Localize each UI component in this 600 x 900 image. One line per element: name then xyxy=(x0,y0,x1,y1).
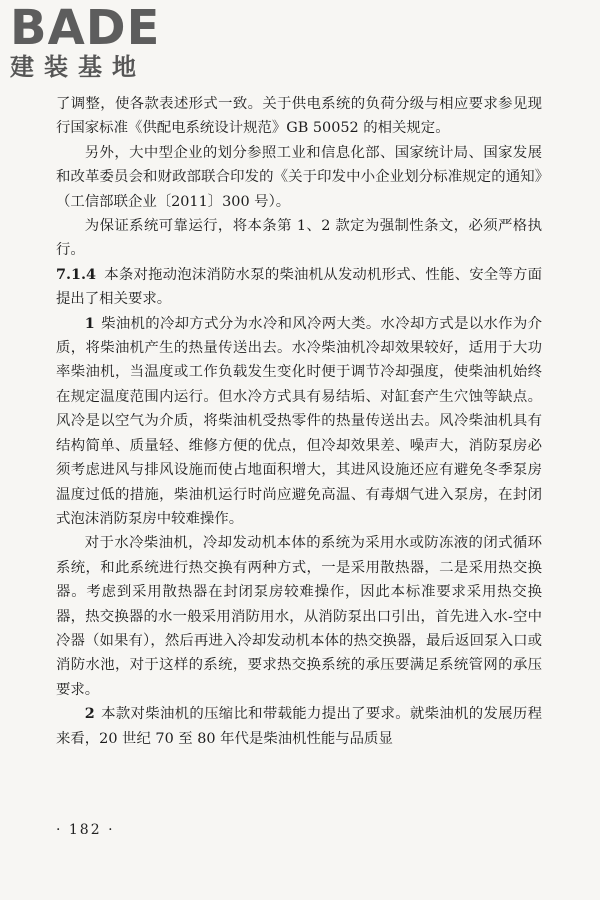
paragraph-text: 另外，大中型企业的划分参照工业和信息化部、国家统计局、国家发展和改革委员会和财政部联合印发的《关于印发中小企业划分标准规定的通知》（工信部联企业〔2011〕300 号）。 xyxy=(56,144,542,210)
item-number: 1 xyxy=(84,314,95,332)
paragraph xyxy=(56,141,542,214)
paragraph-text: 柴油机的冷却方式分为水冷和风冷两大类。水冷却方式是以水作为介质，将柴油机产生的热量传送出去。水冷柴油机冷却效果较好，适用于大功率柴油机，当温度或工作负载发生变化时便于调节冷却强度，使柴油机始终在规定温度范围内运行。但水冷方式具有易结垢、对缸套产生穴蚀等缺点。风冷是以空气为介质，将柴油机受热零件的热量传送出去。风冷柴油机具有结构简单、质量轻、维修方便的优点，但冷却效果差、噪声大，消防泵房必须考虑进风与排风设施而使占地面积增大，其进风设施还应有避免冬季泵房温度过低的措施，柴油机运行时尚应避免高温、有毒烟气进入泵房，在封闭式泡沫消防泵房中较难操作。 xyxy=(56,315,542,527)
paragraph xyxy=(56,531,542,702)
paragraph xyxy=(56,92,542,141)
paragraph-text: 为保证系统可靠运行，将本条第 1、2 款定为强制性条文，必须严格执行。 xyxy=(56,218,542,259)
paragraph-text: 本条对拖动泡沫消防水泵的柴油机从发动机形式、性能、安全等方面提出了相关要求。 xyxy=(56,266,542,308)
paragraph xyxy=(56,214,542,263)
paragraph-text: 对于水冷柴油机，冷却发动机本体的系统为采用水或防冻液的闭式循环系统，和此系统进行热交换有两种方式，一是采用散热器，二是采用热交换器。考虑到采用散热器在封闭泵房较难操作，因此本标准要求采用热交换器，热交换器的水一般采用消防用水，从消防泵出口引出，首先进入水-空中冷器（如果有），然后再进入冷却发动机本体的热交换器，最后返回泵入口或消防水池，对于这样的系统，要求热交换系统的承压要满足系统管网的承压要求。 xyxy=(56,535,542,698)
paragraph-text: 本款对柴油机的压缩比和带载能力提出了要求。就柴油机的发展历程来看，20 世纪 70 至 80 年代是柴油机性能与品质显 xyxy=(56,706,542,747)
item-paragraph xyxy=(56,702,542,751)
item-number: 2 xyxy=(84,705,95,723)
page-body xyxy=(56,92,542,751)
clause-paragraph xyxy=(56,263,542,312)
clause-number: 7.1.4 xyxy=(56,265,97,283)
bade-logo xyxy=(10,0,190,81)
page-number: · 182 · xyxy=(56,822,115,838)
paragraph-text: 了调整，使各款表述形式一致。关于供电系统的负荷分级与相应要求参见现行国家标准《供配电系统设计规范》GB 50052 的相关规定。 xyxy=(56,96,542,137)
logo-mark: BADE xyxy=(10,0,161,56)
logo-subtitle: 建装基地 xyxy=(10,53,146,81)
item-paragraph xyxy=(56,312,542,532)
